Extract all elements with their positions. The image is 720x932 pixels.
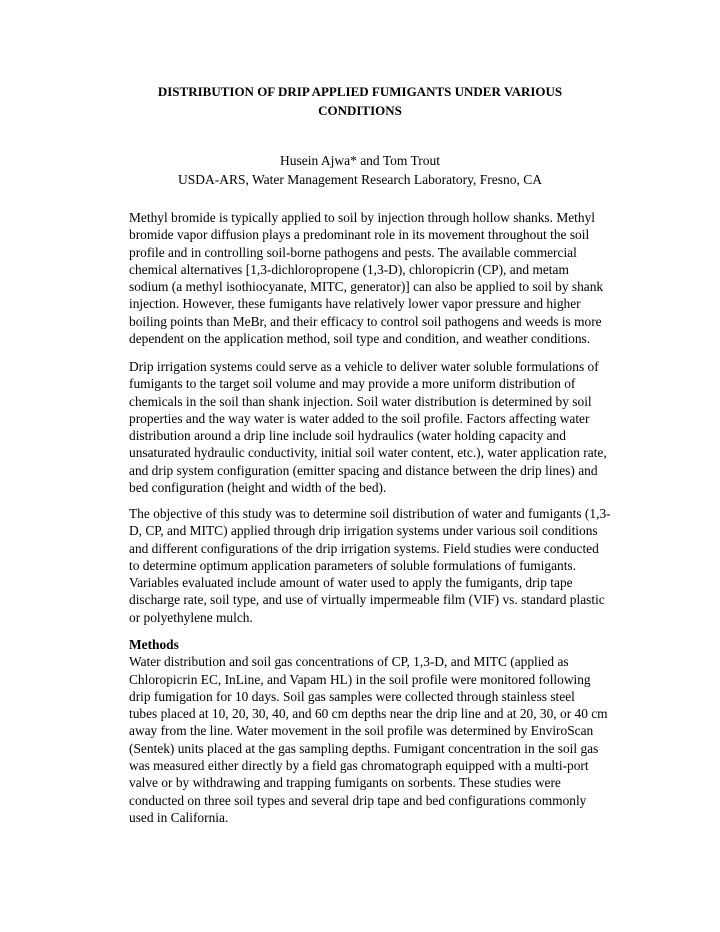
text-line: boiling points than MeBr, and their efficacy to control soil pathogens and weeds is more xyxy=(129,313,602,329)
text-line: fumigants to the target soil volume and may provide a more uniform distribution of xyxy=(129,376,576,392)
text-line: away from the line. Water movement in the soil profile was determined by EnviroScan xyxy=(129,723,594,739)
text-line: drip fumigation for 10 days. Soil gas samples were collected through stainless steel xyxy=(129,688,575,704)
text-line: chemicals in the soil than shank injection. Soil water distribution is determined by soil xyxy=(129,393,592,409)
text-line: Water distribution and soil gas concentrations of CP, 1,3-D, and MITC (applied as xyxy=(129,654,569,670)
text-line: distribution around a drip line include soil hydraulics (water holding capacity and xyxy=(129,428,566,444)
title-line-1: DISTRIBUTION OF DRIP APPLIED FUMIGANTS UNDER VARIOUS xyxy=(157,84,563,99)
text-line: tubes placed at 10, 20, 30, 40, and 60 cm depths near the drip line and at 20, 30, or 40 cm xyxy=(129,706,608,722)
author-block xyxy=(100,151,620,189)
paragraph-intro xyxy=(129,209,639,347)
text-line: D, CP, and MITC) applied through drip irrigation systems under various soil conditions xyxy=(129,523,598,539)
text-line: or polyethylene mulch. xyxy=(129,609,253,625)
title-line-2: CONDITIONS xyxy=(318,103,402,118)
text-line: and drip system configuration (emitter spacing and distance between the drip lines) and xyxy=(129,462,598,478)
text-line: unsaturated hydraulic conductivity, initial soil water content, etc.), water application rate, xyxy=(129,445,607,461)
methods-heading: Methods xyxy=(129,637,179,652)
text-line: to determine optimum application parameters of soluble formulations of fumigants. xyxy=(129,557,576,573)
text-line: conducted on three soil types and several drip tape and bed configurations commonly xyxy=(129,792,587,808)
author-names: Husein Ajwa* and Tom Trout xyxy=(279,153,441,168)
text-line: bromide vapor diffusion plays a predominant role in its movement throughout the soil xyxy=(129,227,590,243)
text-line: sodium (a methyl isothiocyanate, MITC, generator)] can also be applied to soil by shank xyxy=(129,279,604,295)
text-line: dependent on the application method, soil type and condition, and weather conditions. xyxy=(129,331,591,347)
text-line: (Sentek) units placed at the gas sampling depths. Fumigant concentration in the soil gas xyxy=(129,740,599,756)
text-line: properties and the way water is water added to the soil profile. Factors affecting water xyxy=(129,410,590,426)
text-line: Variables evaluated include amount of water used to apply the fumigants, drip tape xyxy=(129,575,573,591)
paragraph-drip-irrigation xyxy=(129,358,639,496)
text-line: Methyl bromide is typically applied to soil by injection through hollow shanks. Methyl xyxy=(129,210,596,225)
text-line: Chloropicrin EC, InLine, and Vapam HL) in the soil profile were monitored following xyxy=(129,671,591,687)
text-line: The objective of this study was to determine soil distribution of water and fumigants (1,3- xyxy=(129,506,611,521)
text-line: and different configurations of the drip irrigation systems. Field studies were conducted xyxy=(129,540,599,556)
text-line: valve or by withdrawing and trapping fumigants on sorbents. These studies were xyxy=(129,775,561,791)
text-line: injection. However, these fumigants have relatively lower vapor pressure and higher xyxy=(129,296,581,312)
text-line: discharge rate, soil type, and use of virtually impermeable film (VIF) vs. standard plastic xyxy=(129,592,605,608)
methods-section xyxy=(129,636,639,826)
text-line: Drip irrigation systems could serve as a vehicle to deliver water soluble formulations of xyxy=(129,359,599,374)
text-line: chemical alternatives [1,3-dichloropropene (1,3-D), chloropicrin (CP), and metam xyxy=(129,261,569,277)
text-line: was measured either directly by a field gas chromatograph equipped with a multi-port xyxy=(129,758,589,774)
text-line: bed configuration (height and width of the bed). xyxy=(129,480,387,496)
paper-title xyxy=(120,82,600,120)
author-affiliation: USDA-ARS, Water Management Research Laboratory, Fresno, CA xyxy=(177,172,543,187)
paragraph-objective xyxy=(129,505,639,626)
text-line: used in California. xyxy=(129,809,229,825)
text-line: profile and in controlling soil-borne pathogens and pests. The available commercial xyxy=(129,244,577,260)
